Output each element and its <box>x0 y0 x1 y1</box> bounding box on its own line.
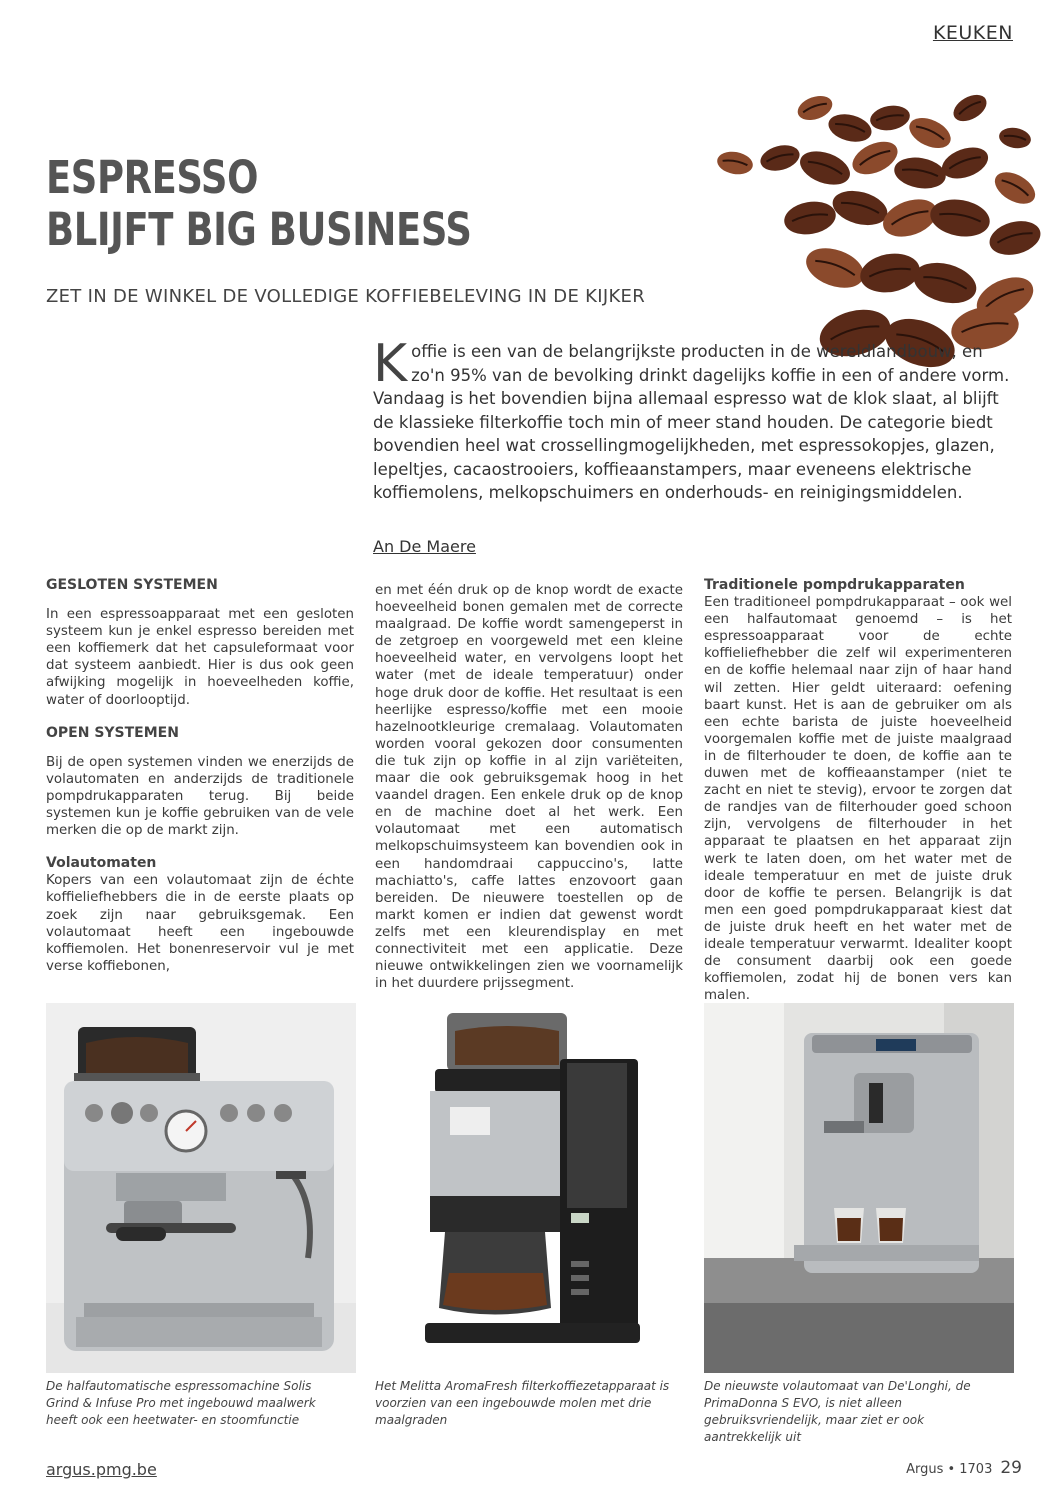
coffee-bean <box>938 142 993 185</box>
footer-issue <box>906 1458 1022 1478</box>
column-3 <box>704 577 1012 1004</box>
coffee-bean <box>986 216 1045 260</box>
solis-machine-photo <box>46 1003 356 1373</box>
coffee-bean <box>825 110 874 147</box>
coffee-bean <box>892 154 948 193</box>
coffee-bean <box>847 135 902 181</box>
paragraph-gesloten: In een espressoapparaat met een gesloten systeem kun je enkel espresso bereiden met een koffiemerk dat het capsuleformaat voor dat systeem aanbiedt. Hier is dus ook geen afwijking mogelijk in hoeveelheden koffie, water of doorlooptijd. <box>46 607 354 708</box>
page-number: 29 <box>1000 1458 1022 1478</box>
coffee-bean <box>909 256 981 309</box>
coffee-bean <box>927 195 992 241</box>
melitta-aromafresh-photo <box>375 1003 685 1373</box>
coffee-bean <box>829 185 891 230</box>
intro-text: offie is een van de belangrijkste producten in de wereldlandbouw, en zo'n 95% van de bevolking drinkt dagelijks koffie in een of andere vorm. Vandaag is het bovendien bijna allemaal espresso wat de klok slaat, al blijft de klassieke filterkoffie toch min of meer stand houden. De categorie biedt bovendien heel wat crossellingmogelijkheden, met espressokopjes, glazen, lepeltjes, cacaostrooiers, koffieaanstampers, maar eveneens elektrische koffiemolens, melkopschuimers en onderhouds- en reinigingsmiddelen. <box>373 342 1010 502</box>
subtitle: ZET IN DE WINKEL DE VOLLEDIGE KOFFIEBELEVING IN DE KIJKER <box>46 286 646 307</box>
coffee-bean <box>795 145 854 191</box>
column-2 <box>375 582 683 992</box>
author-byline: An De Maere <box>373 537 476 556</box>
delonghi-primadonna-photo <box>704 1003 1014 1373</box>
coffee-bean <box>998 125 1033 150</box>
caption-melitta: Het Melitta AromaFresh filterkoffiezetapparaat is voorzien van een ingebouwde molen met drie maalgraden <box>375 1379 670 1427</box>
caption-solis: De halfautomatische espressomachine Solis Grind & Infuse Pro met ingebouwd maalwerk heeft ook een heetwater- en stoomfunctie <box>46 1379 316 1427</box>
heading-open-systemen: OPEN SYSTEMEN <box>46 724 179 741</box>
heading-volautomaten: Volautomaten <box>46 855 157 872</box>
coffee-bean <box>989 166 1040 211</box>
paragraph-traditionele: Een traditioneel pompdrukapparaat – ook wel een halfautomaat genoemd – is het espressoapparaat voor de echte koffieliefhebber die zelf wil experimenteren en de koffie helemaal naar zijn of haar hand wil zetten. Hier geldt uiteraard: oefening baart kunst. Het is aan de gebruiker om als een echte barista de juiste hoeveelheid voorgemalen koffie met de juiste maalgraad in de filterhouder te doen, de koffie aan te duwen met de koffieaanstamper (niet te zacht en niet te stevig), ervoor te zorgen dat de randjes van de filterhouder goed schoon zijn, vervolgens de filterhouder in het apparaat te plaatsen en het apparaat zijn werk te laten doen, om het water met de ideale temperatuur en met de juiste druk door de koffie te persen. Belangrijk is dat men een goed pompdrukapparaat kiest dat de juiste druk heeft en het water met de ideale temperatuur verwarmt. Idealiter koopt de consument daarbij ook een goede koffiemolen, zodat hij de bonen vers kan malen. <box>704 595 1012 1004</box>
title-line-1: ESPRESSO <box>46 151 259 204</box>
coffee-bean <box>715 149 754 177</box>
caption-delonghi: De nieuwste volautomaat van De'Longhi, de PrimaDonna S EVO, is niet alleen gebruiksvriendelijk, maar ziet er ook aantrekkelijk uit <box>704 1379 971 1444</box>
coffee-bean <box>758 141 803 175</box>
coffee-bean <box>794 92 835 125</box>
heading-traditionele-pompdrukapparaten: Traditionele pompdrukapparaten <box>704 577 965 593</box>
intro-paragraph <box>373 334 1013 505</box>
footer-site-link[interactable]: argus.pmg.be <box>46 1460 157 1479</box>
coffee-bean <box>782 198 839 239</box>
drop-cap: K <box>373 334 408 394</box>
heading-gesloten-systemen: GESLOTEN SYSTEMEN <box>46 577 218 593</box>
section-tag: KEUKEN <box>932 22 1013 44</box>
coffee-bean <box>949 89 991 126</box>
coffee-bean <box>905 112 956 154</box>
column-1 <box>46 577 354 975</box>
coffee-bean <box>868 103 912 134</box>
paragraph-volautomaten-cont: en met één druk op de knop wordt de exacte hoeveelheid bonen gemalen met de correcte maalgraad. De koffie wordt samengeperst in de zetgroep en voorgeweld met een kleine hoeveelheid water, en vervolgens loopt het water (met de ideale temperatuur) onder hoge druk door de koffie. Het resultaat is een heerlijke espresso/koffie met een mooie hazelnootkleurige cremalaag. Volautomaten worden vooral gekozen door consumenten die tuk zijn op koffie in al zijn variëteiten, maar die ook gebruiksgemak hoog in het vaandel dragen. Een enkele druk op de knop en de machine doet al het werk. Een volautomaat met een automatisch melkopschuimsysteem kan bovendien ook in een handomdraai cappuccino's, latte machiatto's, caffe lattes enzovoort gaan bereiden. De nieuwere toestellen op de markt komen er indien dat gewenst wordt zelfs met een kleurendisplay en met connectiviteit met een applicatie. Deze nieuwe ontwikkelingen zien we voornamelijk in het duurdere prijssegment. <box>375 583 683 992</box>
coffee-bean <box>857 249 923 297</box>
paragraph-volautomaten: Kopers van een volautomaat zijn de échte koffieliefhebbers die in de eerste plaats op zoek zijn naar gebruiksgemak. Een volautomaat heeft een ingebouwde koffiemolen. Het bonenreservoir vul je met verse koffiebonen, <box>46 873 354 974</box>
paragraph-open: Bij de open systemen vinden we enerzijds de volautomaten en anderzijds de traditionele pompdrukapparaten terug. Bij beide systemen kun je koffie gebruiken van de vele merken die op de markt zijn. <box>46 754 354 839</box>
coffee-bean <box>801 241 870 295</box>
title-line-2: BLIJFT BIG BUSINESS <box>46 203 472 256</box>
page-title <box>46 152 472 256</box>
issue-label: Argus • 1703 <box>906 1462 993 1477</box>
